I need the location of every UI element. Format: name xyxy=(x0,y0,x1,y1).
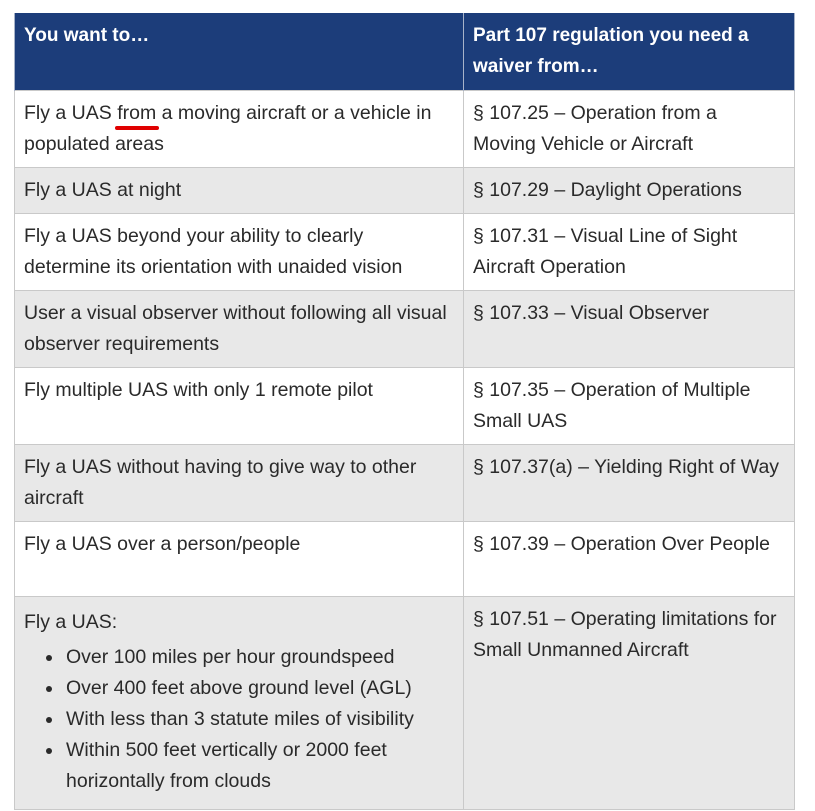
regulation-cell: § 107.39 – Operation Over People xyxy=(464,522,795,597)
regulation-cell: § 107.29 – Daylight Operations xyxy=(464,168,795,214)
want-cell xyxy=(15,597,464,810)
want-cell: User a visual observer without following all visual observer requirements xyxy=(15,291,464,368)
header-regulation: Part 107 regulation you need a waiver from… xyxy=(464,13,795,91)
regulation-cell: § 107.31 – Visual Line of Sight Aircraft Operation xyxy=(464,214,795,291)
table-row xyxy=(15,214,795,291)
list-item: Over 100 miles per hour groundspeed xyxy=(42,642,454,673)
want-cell: Fly multiple UAS with only 1 remote pilot xyxy=(15,368,464,445)
regulation-cell: § 107.35 – Operation of Multiple Small UAS xyxy=(464,368,795,445)
table-row xyxy=(15,597,795,810)
table-row xyxy=(15,91,795,168)
table-row xyxy=(15,368,795,445)
regulation-cell: § 107.25 – Operation from a Moving Vehicle or Aircraft xyxy=(464,91,795,168)
want-cell xyxy=(15,91,464,168)
want-text-before: Fly a UAS xyxy=(24,102,118,124)
header-you-want-to: You want to… xyxy=(15,13,464,91)
list-item: With less than 3 statute miles of visibility xyxy=(42,704,454,735)
table-header-row xyxy=(15,13,795,91)
want-cell: Fly a UAS without having to give way to other aircraft xyxy=(15,445,464,522)
list-item: Within 500 feet vertically or 2000 feet horizontally from clouds xyxy=(42,735,454,797)
table-row xyxy=(15,291,795,368)
want-lead: Fly a UAS: xyxy=(24,611,118,633)
regulation-cell: § 107.51 – Operating limitations for Small Unmanned Aircraft xyxy=(464,597,795,810)
highlighted-word: from xyxy=(117,102,157,124)
want-text-after: a moving aircraft or a vehicle in populated areas xyxy=(24,102,432,155)
regulation-cell: § 107.33 – Visual Observer xyxy=(464,291,795,368)
want-cell: Fly a UAS beyond your ability to clearly determine its orientation with unaided vision xyxy=(15,214,464,291)
waiver-table xyxy=(14,13,795,810)
regulation-cell: § 107.37(a) – Yielding Right of Way xyxy=(464,445,795,522)
want-cell: Fly a UAS at night xyxy=(15,168,464,214)
table-row xyxy=(15,445,795,522)
list-item: Over 400 feet above ground level (AGL) xyxy=(42,673,454,704)
limitations-list xyxy=(24,642,454,797)
want-cell: Fly a UAS over a person/people xyxy=(15,522,464,597)
table-row xyxy=(15,522,795,597)
table-row xyxy=(15,168,795,214)
